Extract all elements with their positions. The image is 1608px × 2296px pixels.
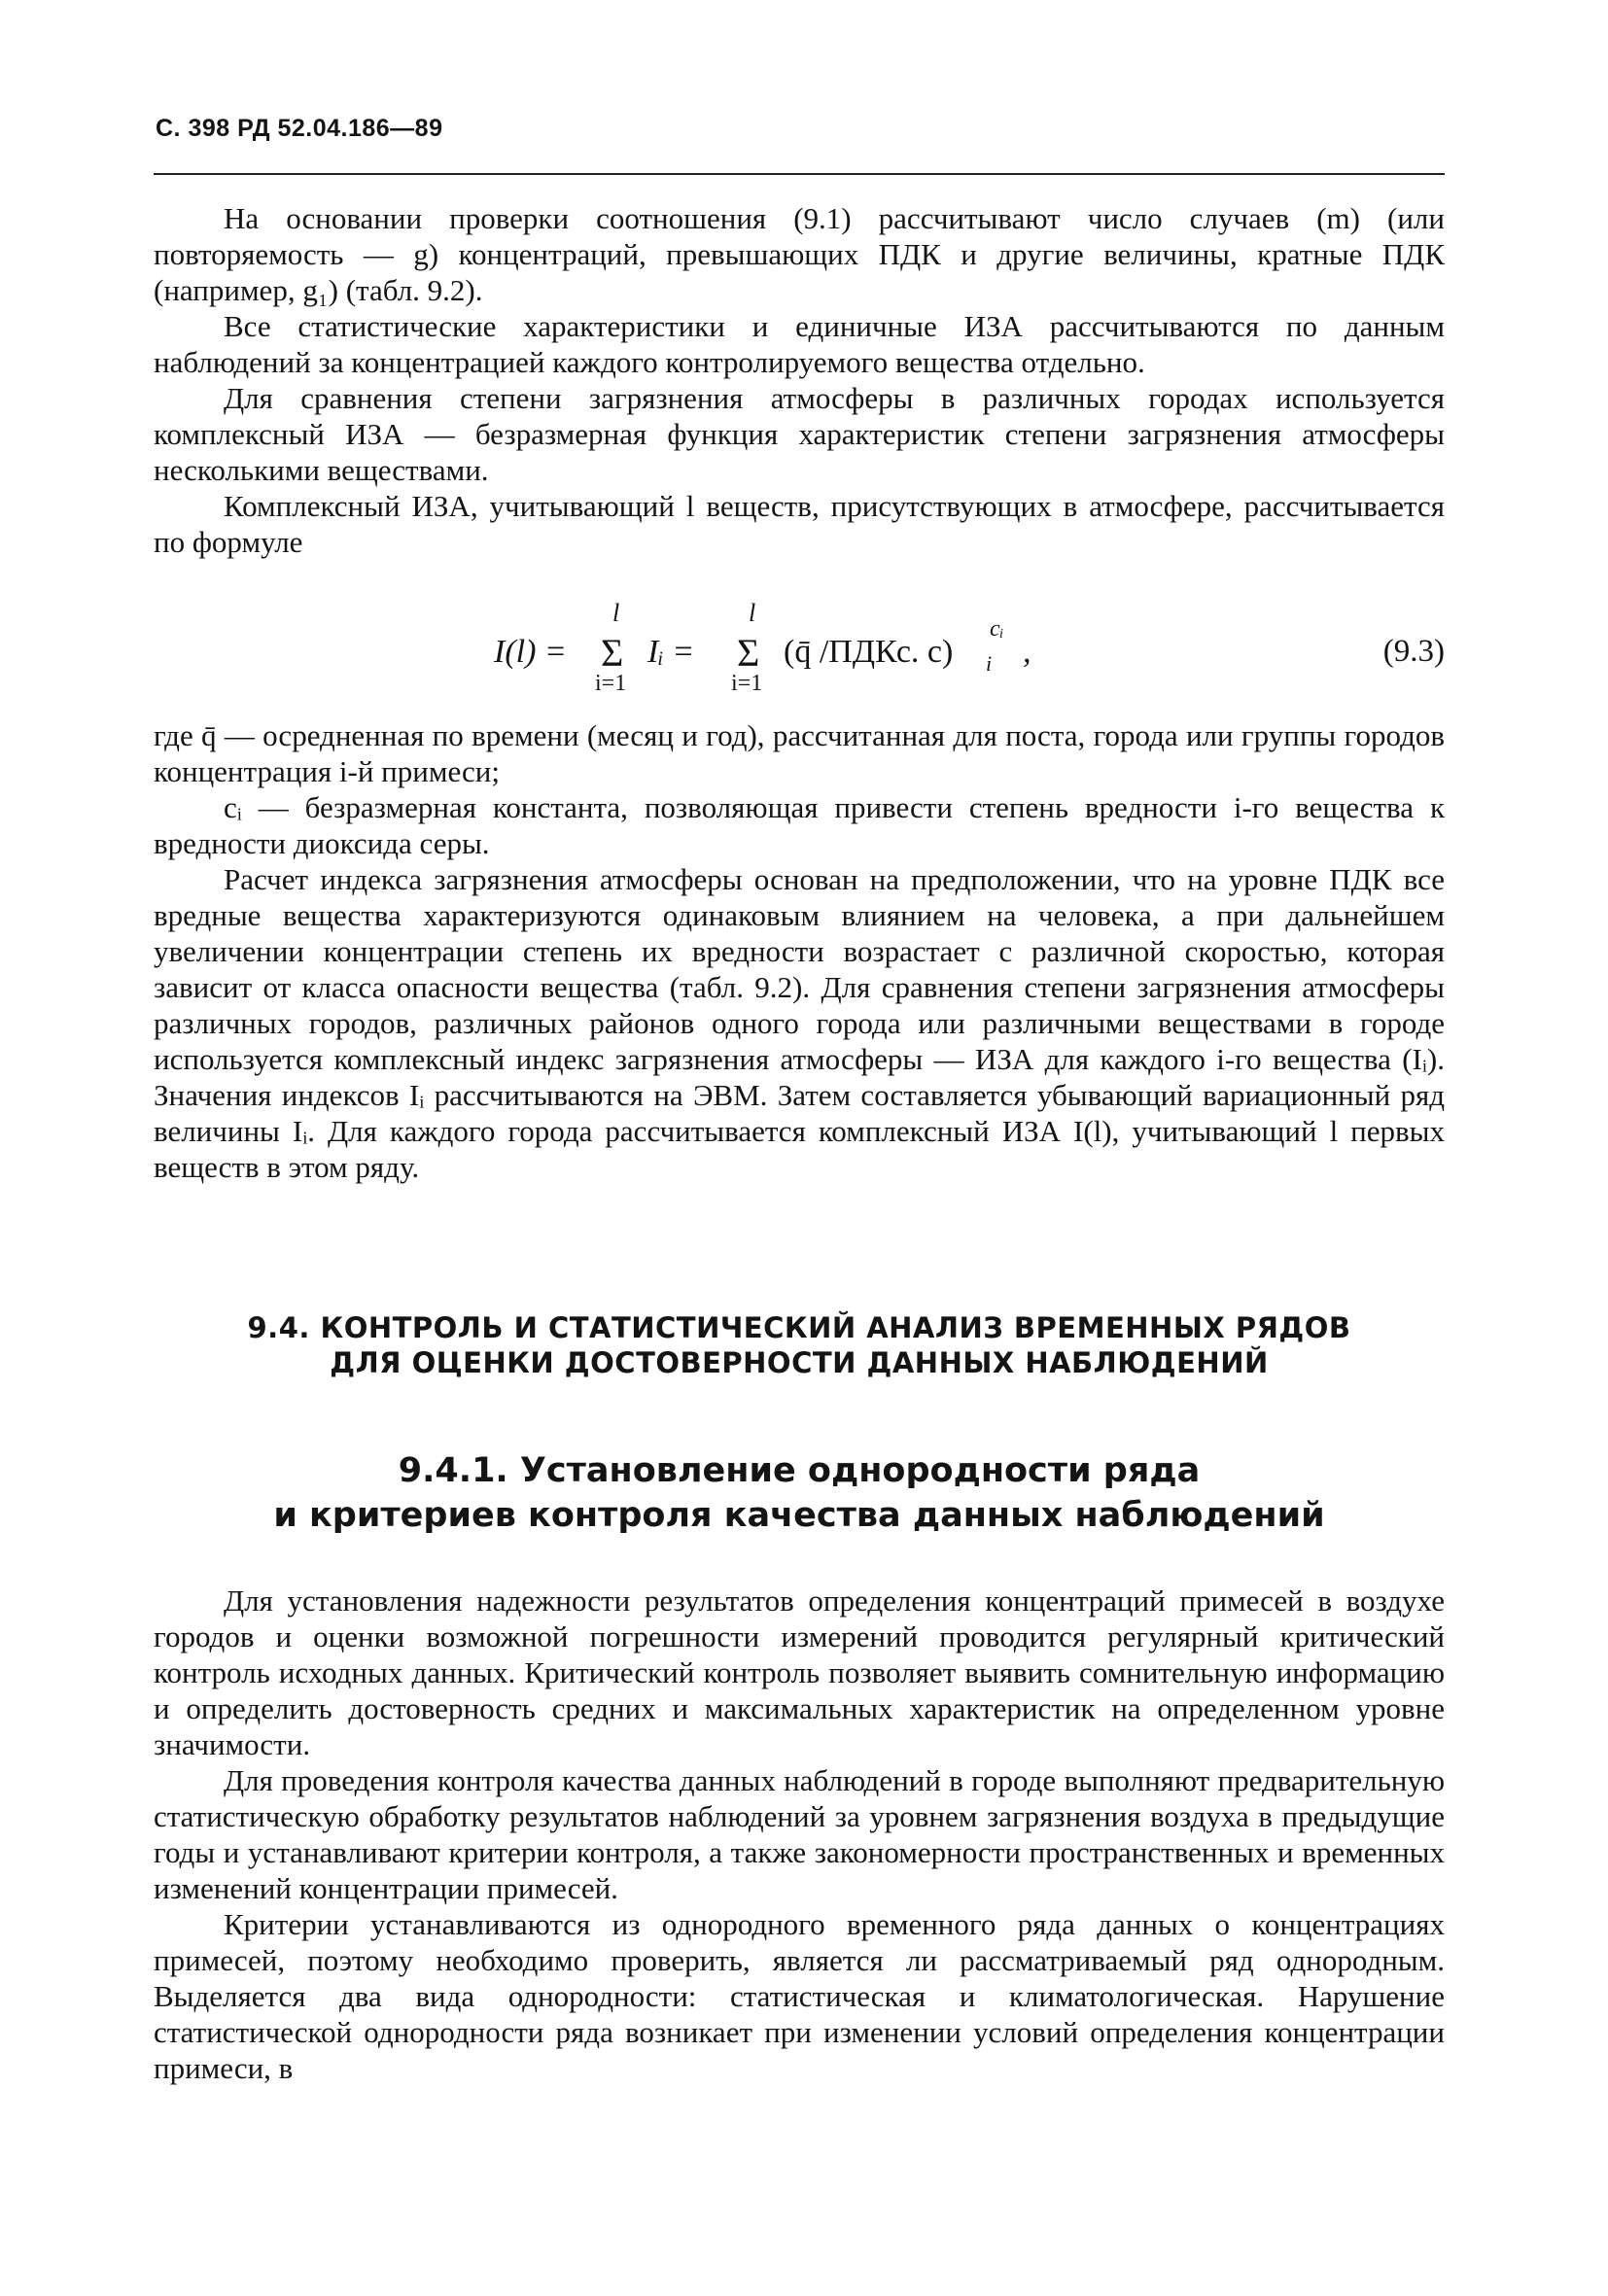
formula-subscript: i [986, 651, 993, 676]
definition-c [154, 789, 1445, 861]
sum1-lower-limit: i=1 [595, 671, 627, 696]
text-block-top [154, 200, 1445, 560]
formula-term1: Iᵢ = [647, 634, 695, 670]
text-block-definitions [154, 717, 1445, 1185]
formula-number: (9.3) [1382, 634, 1445, 669]
sum2-sign: Σ [737, 631, 760, 675]
definition-q [154, 717, 1445, 789]
definition-symbol: cᵢ [224, 790, 242, 824]
sum1-upper-limit: l [612, 599, 620, 627]
section-heading-line: 9.4. КОНТРОЛЬ И СТАТИСТИЧЕСКИЙ АНАЛИЗ ВРЕМЕННЫХ РЯДОВ [247, 1311, 1351, 1344]
formula-comma: , [1023, 634, 1031, 670]
paragraph: Для сравнения степени загрязнения атмосферы в различных городах используется комплексный ИЗА — безразмерная функция характеристик степени загрязнения атмосферы несколькими веществами. [154, 381, 1445, 487]
paragraph: На основании проверки соотношения (9.1) рассчитывают число случаев (m) (или повторяемость — g) концентраций, превышающих ПДК и другие величины, кратные ПДК (например, g₁) (табл. 9.2). [154, 201, 1445, 307]
text-block-bottom [154, 1583, 1445, 2086]
formula-exponent: cᵢ [990, 616, 1004, 642]
definition-text: — осредненная по времени (месяц и год), рассчитанная для поста, города или группы городов концентрация i-й примеси; [154, 718, 1446, 788]
subsection-heading-line: и критериев контроля качества данных наблюдений [273, 1496, 1325, 1535]
paragraph: Комплексный ИЗА, учитывающий l веществ, присутствующих в атмосфере, рассчитывается по формуле [154, 489, 1445, 559]
paragraph: Расчет индекса загрязнения атмосферы основан на предположении, что на уровне ПДК все вредные вещества характеризуются одинаковым влиянием на человека, а при дальнейшем увеличении концентрации степень их вредности возрастает с различной скоростью, которая зависит от класса опасности вещества (табл. 9.2). Для сравнения степени загрязнения атмосферы различных городов, различных районов одного города или различными веществами в городе используется комплексный индекс загрязнения атмосферы — ИЗА для каждого i-го вещества (Iᵢ). Значения индексов Iᵢ рассчитываются на ЭВМ. Затем составляется убывающий вариационный ряд величины Iᵢ. Для каждого города рассчитывается комплексный ИЗА I(l), учитывающий l первых веществ в этом ряду. [154, 862, 1445, 1184]
formula-9-3 [154, 599, 1445, 702]
formula-expression [494, 599, 1272, 702]
header-rule [154, 173, 1445, 175]
subsection-heading-line: 9.4.1. Установление однородности ряда [398, 1451, 1201, 1490]
section-heading-9-4 [154, 1310, 1445, 1380]
paragraph: Для установления надежности результатов определения концентраций примесей в воздухе городов и оценки возможной погрешности измерений проводится регулярный критический контроль исходных данных. Критический контроль позволяет выявить сомнительную информацию и определить достоверность средних и максимальных характеристик на определенном уровне значимости. [154, 1583, 1445, 1761]
paragraph: Для проведения контроля качества данных наблюдений в городе выполняют предварительную статистическую обработку результатов наблюдений за уровнем загрязнения воздуха в предыдущие годы и устанавливают критерии контроля, а также закономерности пространственных и временных изменений концентрации примесей. [154, 1763, 1445, 1905]
sum1-sign: Σ [601, 631, 624, 675]
running-head: С. 398 РД 52.04.186—89 [156, 115, 443, 142]
definition-symbol: где q̄ [154, 718, 217, 752]
paragraph: Все статистические характеристики и единичные ИЗА рассчитываются по данным наблюдений за концентрацией каждого контролируемого вещества отдельно. [154, 309, 1445, 379]
formula-lhs: I(l) = [494, 634, 567, 670]
formula-term2: (q̄ /ПДКс. с) [784, 634, 954, 670]
sum2-upper-limit: l [749, 599, 756, 627]
definition-text: — безразмерная константа, позволяющая привести степень вредности i-го вещества к вредности диоксида серы. [154, 790, 1445, 860]
sum2-lower-limit: i=1 [731, 671, 763, 696]
section-heading-line: ДЛЯ ОЦЕНКИ ДОСТОВЕРНОСТИ ДАННЫХ НАБЛЮДЕНИЙ [330, 1346, 1269, 1379]
paragraph: Критерии устанавливаются из однородного временного ряда данных о концентрациях примесей, поэтому необходимо проверить, является ли рассматриваемый ряд однородным. Выделяется два вида однородности: статистическая и климатологическая. Нарушение статистической однородности ряда возникает при изменении условий определения концентрации примеси, в [154, 1907, 1445, 2085]
subsection-heading-9-4-1 [154, 1448, 1445, 1538]
